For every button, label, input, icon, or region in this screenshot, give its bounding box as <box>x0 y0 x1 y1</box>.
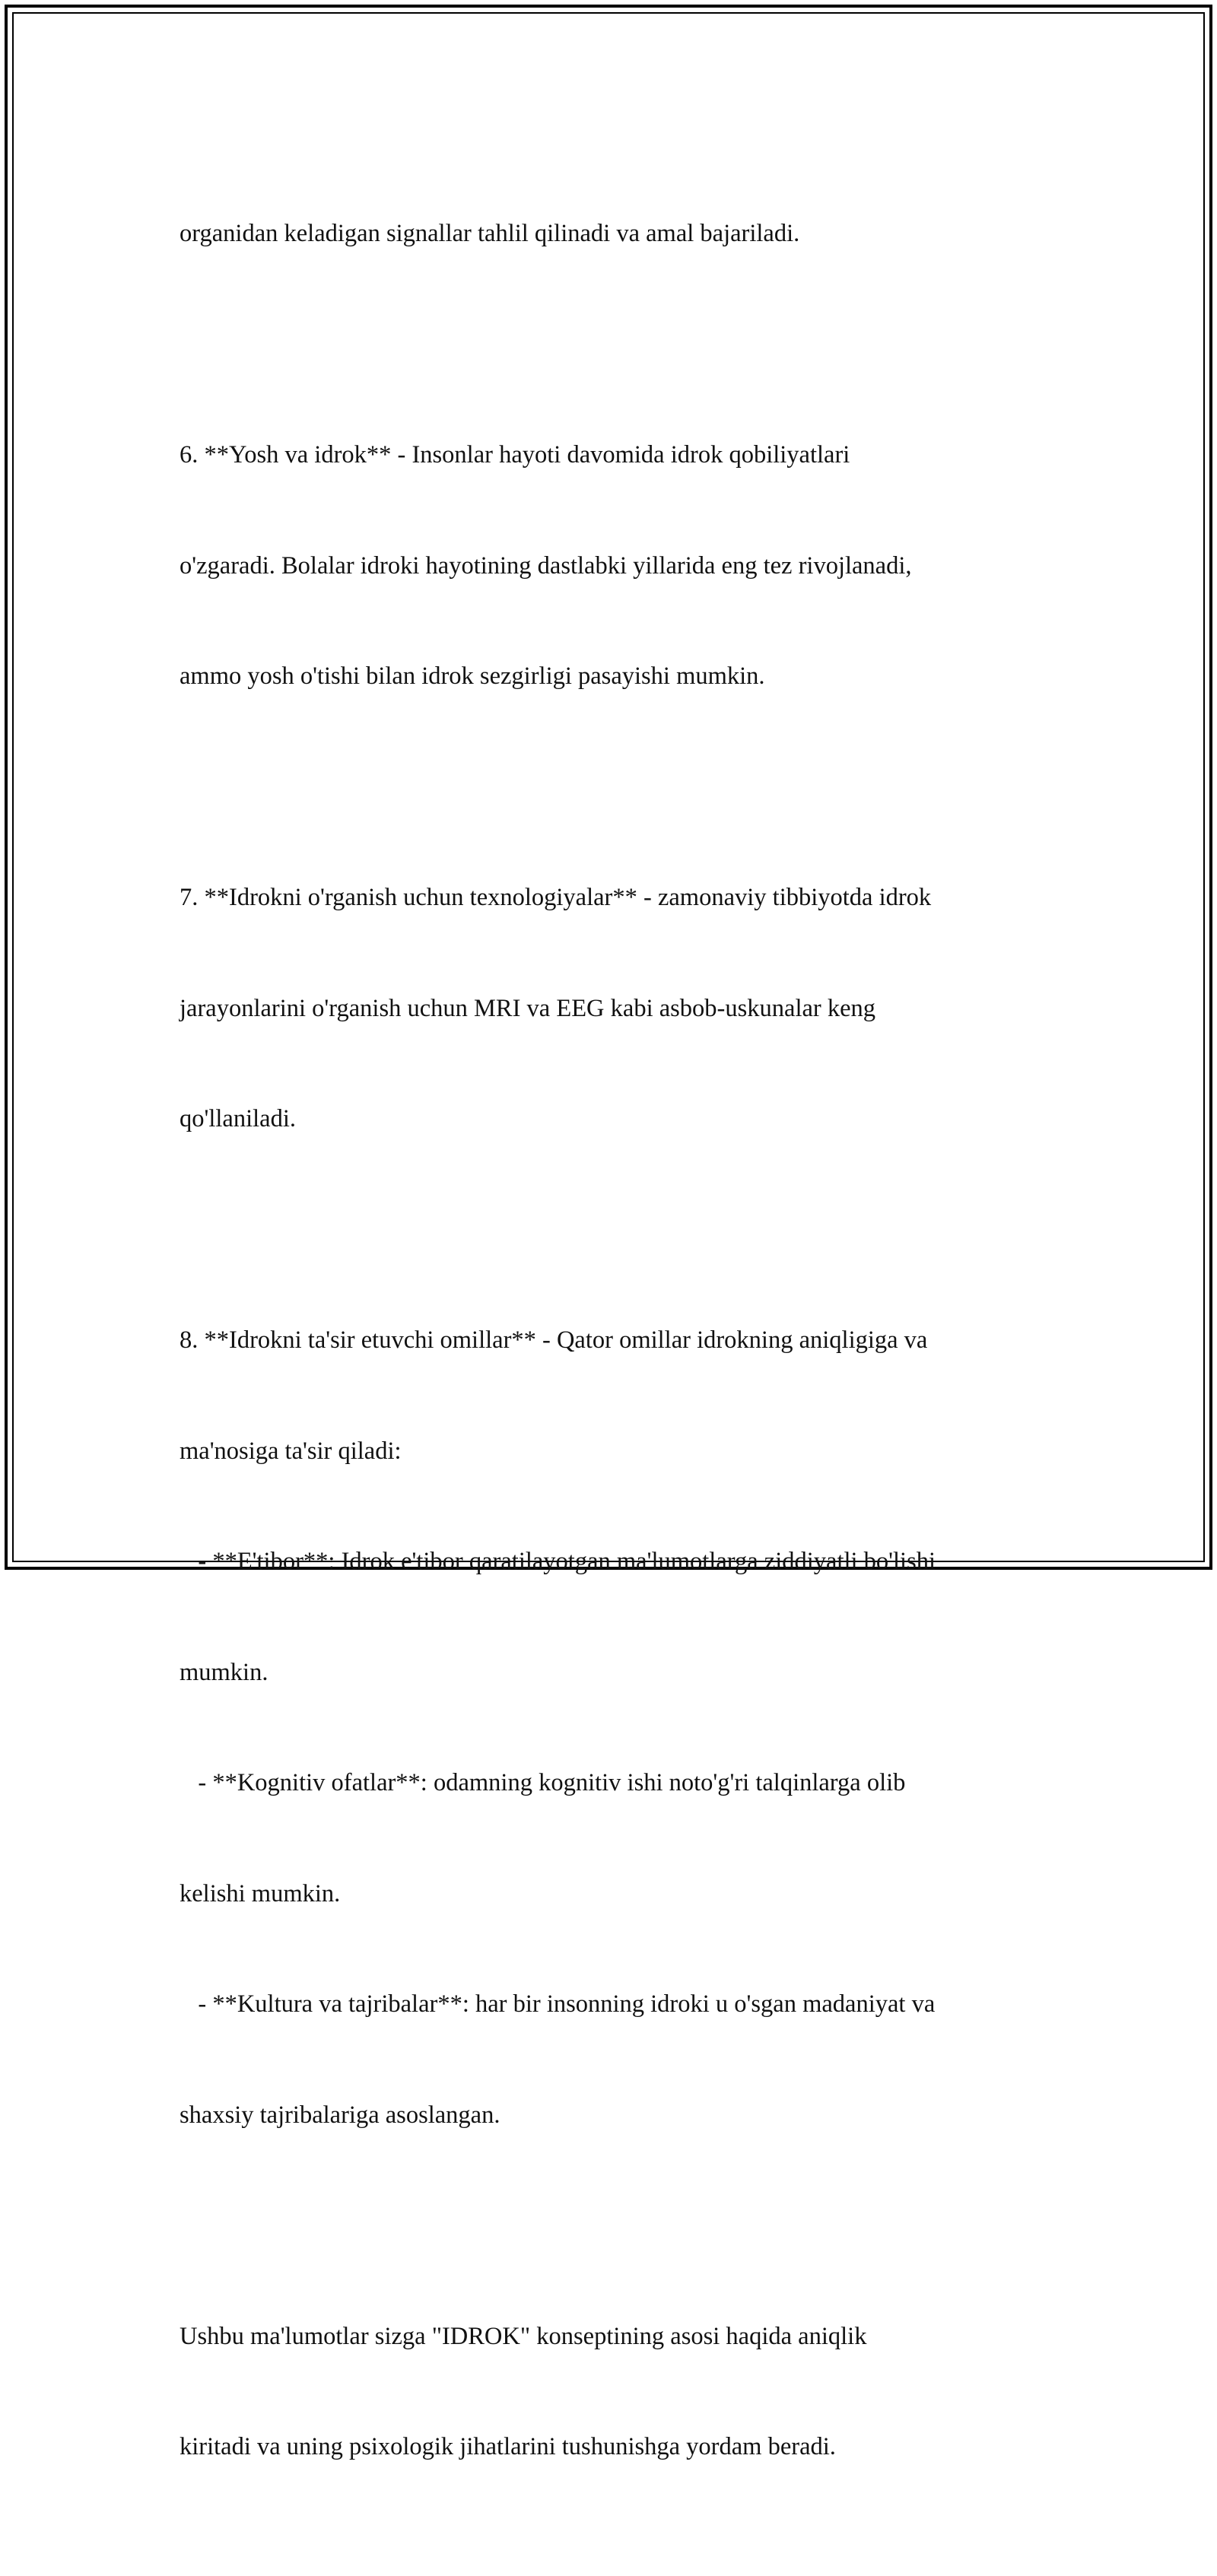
paragraph-continuation <box>180 141 1054 326</box>
bullet-line-kultura: - **Kultura va tajribalar**: har bir insonning idroki u o'sgan madaniyat va <box>180 1990 936 2018</box>
text-line: 8. **Idrokni ta'sir etuvchi omillar** - Qator omillar idrokning aniqligiga va <box>180 1326 928 1354</box>
text-line: qo'llaniladi. <box>180 1105 296 1132</box>
text-line: 7. **Idrokni o'rganish uchun texnologiyalar** - zamonaviy tibbiyotda idrok <box>180 884 932 911</box>
text-line: kiritadi va uning psixologik jihatlarini tushunishga yordam beradi. <box>180 2433 836 2460</box>
paragraph-item-8 <box>180 1248 1054 2207</box>
paragraph-conclusion <box>180 2244 1054 2539</box>
text-line: shaxsiy tajribalariga asoslangan. <box>180 2101 500 2129</box>
paragraph-item-6 <box>180 363 1054 769</box>
text-line: Ushbu ma'lumotlar sizga "IDROK" konseptining asosi haqida aniqlik <box>180 2322 867 2350</box>
bullet-line-etibor: - **E'tibor**: Idrok e'tibor qaratilayotgan ma'lumotlarga ziddiyatli bo'lishi <box>180 1548 936 1575</box>
text-line: mumkin. <box>180 1658 269 1686</box>
bullet-line-kognitiv: - **Kognitiv ofatlar**: odamning kognitiv ishi noto'g'ri talqinlarga olib <box>180 1769 906 1796</box>
text-line: kelishi mumkin. <box>180 1879 341 1907</box>
text-line: ma'nosiga ta'sir qiladi: <box>180 1437 402 1465</box>
text-line: o'zgaradi. Bolalar idroki hayotining dastlabki yillarida eng tez rivojlanadi, <box>180 551 912 580</box>
text-line: ammo yosh o'tishi bilan idrok sezgirligi pasayishi mumkin. <box>180 662 765 690</box>
document-body <box>180 141 1054 2576</box>
text-line: organidan keladigan signallar tahlil qilinadi va amal bajariladi. <box>180 220 800 247</box>
text-line: jarayonlarini o'rganish uchun MRI va EEG kabi asbob-uskunalar keng <box>180 994 876 1022</box>
paragraph-item-7 <box>180 805 1054 1212</box>
text-line: 6. **Yosh va idrok** - Insonlar hayoti davomida idrok qobiliyatlari <box>180 441 850 469</box>
